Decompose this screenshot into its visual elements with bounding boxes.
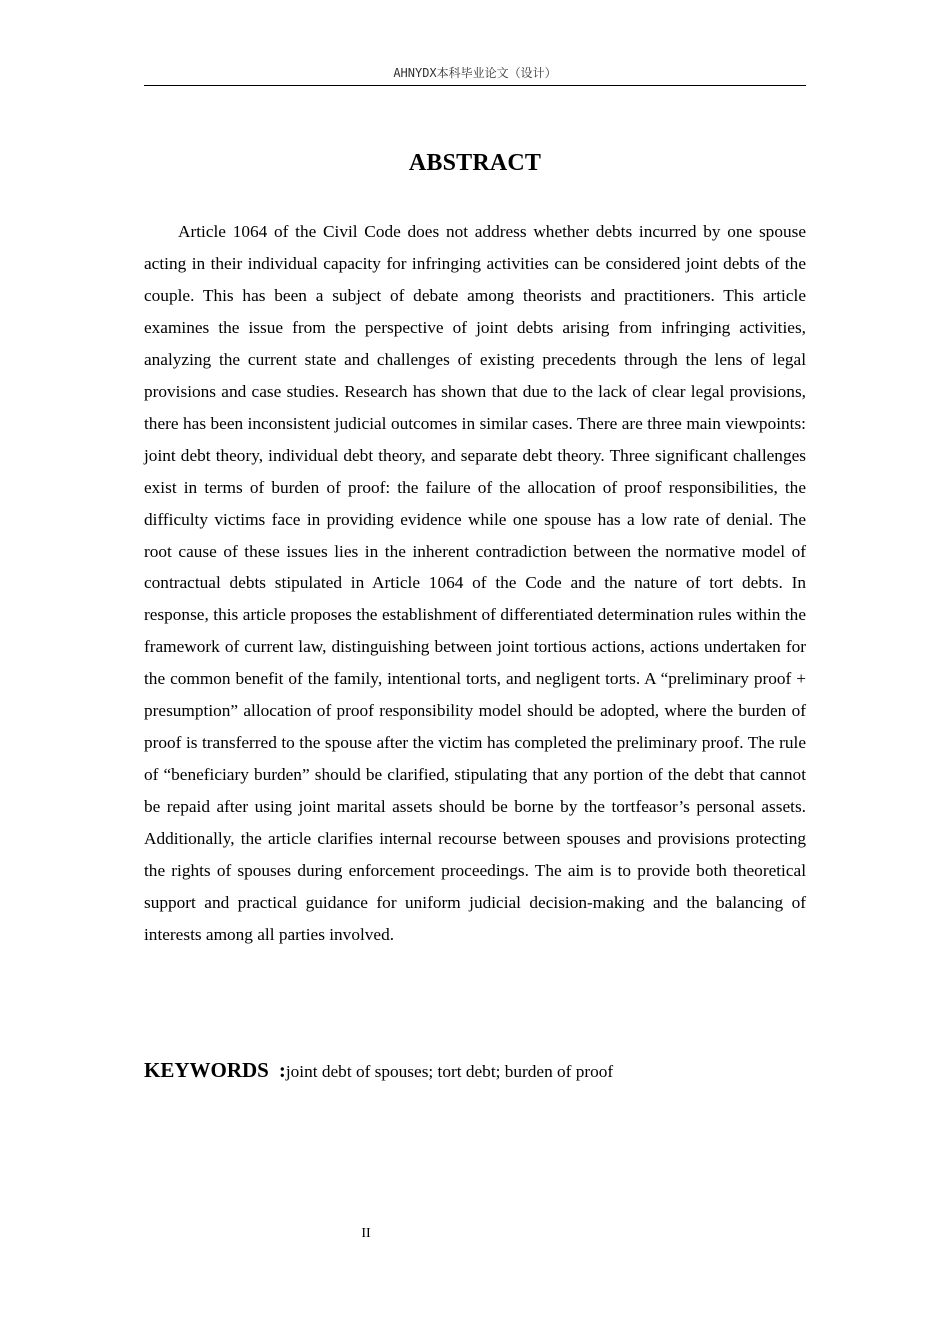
running-header: AHNYDX本科毕业论文（设计） <box>393 66 557 80</box>
page-number: II <box>361 1226 371 1241</box>
abstract-title: ABSTRACT <box>408 150 542 176</box>
header-divider <box>144 85 806 86</box>
keywords-value: joint debt of spouses; tort debt; burden of proof <box>285 1062 614 1081</box>
abstract-body: Article 1064 of the Civil Code does not address whether debts incurred by one spouse acting in their individual capacity for infringing activities can be considered joint debts of the couple. This has been a subject of debate among theorists and practitioners. This article examines the issue from the perspective of joint debts arising from infringing activities, analyzing the current state and challenges of existing precedents through the lens of legal provisions and case studies. Research has shown that due to the lack of clear legal provisions, there has been inconsistent judicial outcomes in similar cases. There are three main viewpoints: joint debt theory, individual debt theory, and separate debt theory. Three significant challenges exist in terms of burden of proof: the failure of the allocation of proof responsibilities, the difficulty victims face in providing evidence while one spouse has a low rate of denial. The root cause of these issues lies in the inherent contradiction between the normative model of contractual debts stipulated in Article 1064 of the Code and the nature of tort debts. In response, this article proposes the establishment of differentiated determination rules within the framework of current law, distinguishing between joint tortious actions, actions undertaken for the common benefit of the family, intentional torts, and negligent torts. A “preliminary proof + presumption” allocation of proof responsibility model should be adopted, where the burden of proof is transferred to the spouse after the victim has completed the preliminary proof. The rule of “beneficiary burden” should be clarified, stipulating that any portion of the debt that cannot be repaid after using joint marital assets should be borne by the tortfeasor’s personal assets. Additionally, the article clarifies internal recourse between spouses and provisions protecting the rights of spouses during enforcement proceedings. The aim is to provide both theoretical support and practical guidance for uniform judicial decision-making and the balancing of interests among all parties involved. <box>144 222 806 944</box>
keywords-label: KEYWORDS <box>144 1058 269 1082</box>
keywords-colon: : <box>278 1058 286 1082</box>
keywords-line <box>144 1055 806 1087</box>
